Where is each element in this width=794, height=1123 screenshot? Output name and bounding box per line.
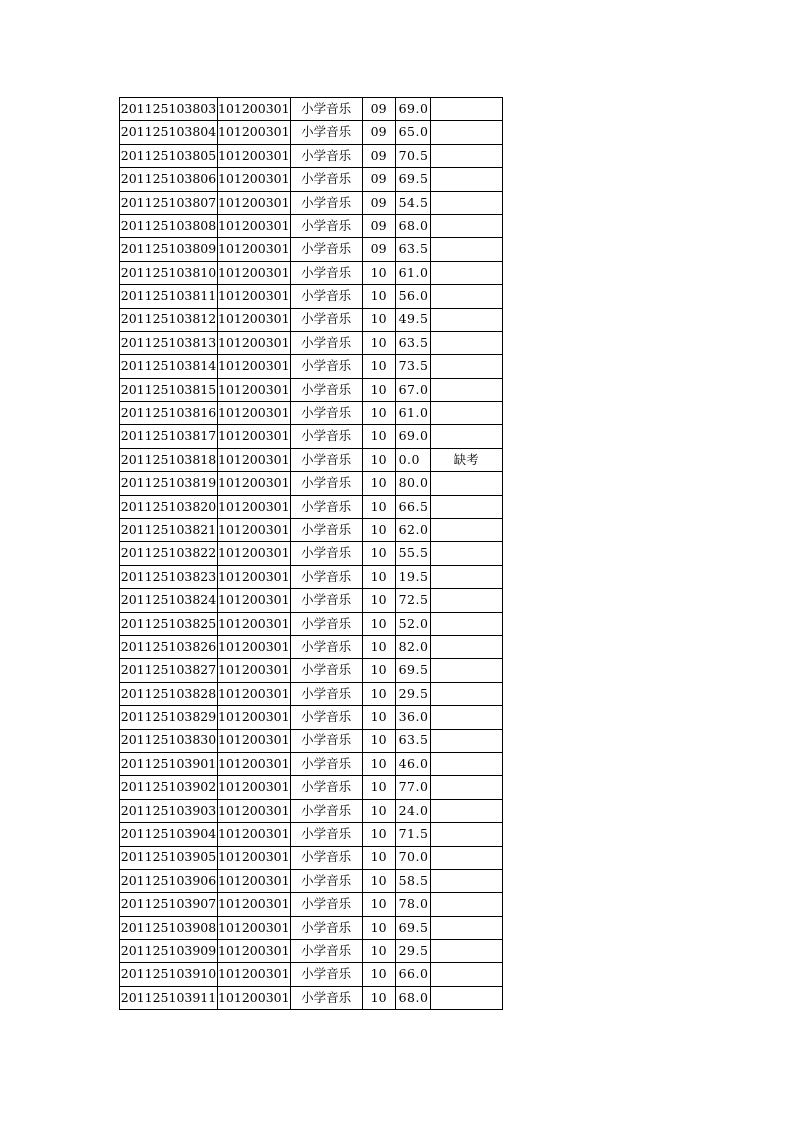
room-number-cell: 10	[362, 823, 395, 846]
remark-cell	[430, 776, 502, 799]
remark-cell	[430, 261, 502, 284]
subject-code-cell: 101200301	[218, 214, 291, 237]
subject-code-cell: 101200301	[218, 144, 291, 167]
room-number-cell: 10	[362, 355, 395, 378]
room-number-cell: 09	[362, 191, 395, 214]
room-number-cell: 10	[362, 799, 395, 822]
remark-cell	[430, 214, 502, 237]
score-cell: 62.0	[395, 519, 430, 542]
room-number-cell: 10	[362, 308, 395, 331]
room-number-cell: 10	[362, 402, 395, 425]
candidate-id-cell: 201125103908	[120, 916, 218, 939]
remark-cell	[430, 752, 502, 775]
table-row	[120, 168, 503, 191]
score-cell: 29.5	[395, 940, 430, 963]
remark-cell	[430, 378, 502, 401]
candidate-id-cell: 201125103911	[120, 986, 218, 1009]
score-cell: 69.5	[395, 916, 430, 939]
room-number-cell: 10	[362, 448, 395, 471]
subject-name-cell: 小学音乐	[290, 893, 362, 916]
candidate-id-cell: 201125103906	[120, 869, 218, 892]
score-cell: 70.5	[395, 144, 430, 167]
score-cell: 55.5	[395, 542, 430, 565]
remark-cell	[430, 869, 502, 892]
candidate-id-cell: 201125103909	[120, 940, 218, 963]
candidate-id-cell: 201125103907	[120, 893, 218, 916]
candidate-id-cell: 201125103812	[120, 308, 218, 331]
room-number-cell: 10	[362, 706, 395, 729]
table-row	[120, 589, 503, 612]
score-cell: 70.0	[395, 846, 430, 869]
score-table-body	[120, 98, 503, 1010]
subject-code-cell: 101200301	[218, 893, 291, 916]
table-row	[120, 635, 503, 658]
room-number-cell: 09	[362, 98, 395, 121]
remark-cell	[430, 191, 502, 214]
remark-cell	[430, 472, 502, 495]
table-row	[120, 519, 503, 542]
room-number-cell: 10	[362, 635, 395, 658]
subject-code-cell: 101200301	[218, 168, 291, 191]
room-number-cell: 10	[362, 940, 395, 963]
subject-code-cell: 101200301	[218, 472, 291, 495]
room-number-cell: 10	[362, 893, 395, 916]
candidate-id-cell: 201125103823	[120, 565, 218, 588]
score-cell: 68.0	[395, 986, 430, 1009]
score-cell: 80.0	[395, 472, 430, 495]
remark-cell	[430, 893, 502, 916]
room-number-cell: 09	[362, 238, 395, 261]
subject-name-cell: 小学音乐	[290, 986, 362, 1009]
candidate-id-cell: 201125103810	[120, 261, 218, 284]
table-row	[120, 940, 503, 963]
remark-cell	[430, 519, 502, 542]
remark-cell	[430, 495, 502, 518]
remark-cell	[430, 729, 502, 752]
subject-code-cell: 101200301	[218, 752, 291, 775]
score-cell: 0.0	[395, 448, 430, 471]
table-row	[120, 659, 503, 682]
room-number-cell: 10	[362, 729, 395, 752]
remark-cell	[430, 355, 502, 378]
room-number-cell: 09	[362, 144, 395, 167]
remark-cell	[430, 963, 502, 986]
remark-cell	[430, 846, 502, 869]
room-number-cell: 10	[362, 752, 395, 775]
subject-code-cell: 101200301	[218, 98, 291, 121]
candidate-id-cell: 201125103830	[120, 729, 218, 752]
score-cell: 61.0	[395, 261, 430, 284]
subject-code-cell: 101200301	[218, 963, 291, 986]
score-cell: 82.0	[395, 635, 430, 658]
table-row	[120, 869, 503, 892]
remark-cell	[430, 940, 502, 963]
table-row	[120, 963, 503, 986]
subject-code-cell: 101200301	[218, 729, 291, 752]
score-cell: 78.0	[395, 893, 430, 916]
table-row	[120, 98, 503, 121]
remark-cell	[430, 682, 502, 705]
table-row	[120, 238, 503, 261]
subject-name-cell: 小学音乐	[290, 963, 362, 986]
candidate-id-cell: 201125103818	[120, 448, 218, 471]
subject-code-cell: 101200301	[218, 331, 291, 354]
table-row	[120, 378, 503, 401]
subject-name-cell: 小学音乐	[290, 659, 362, 682]
subject-code-cell: 101200301	[218, 542, 291, 565]
subject-code-cell: 101200301	[218, 378, 291, 401]
remark-cell	[430, 635, 502, 658]
subject-code-cell: 101200301	[218, 238, 291, 261]
candidate-id-cell: 201125103824	[120, 589, 218, 612]
score-cell: 19.5	[395, 565, 430, 588]
room-number-cell: 10	[362, 682, 395, 705]
subject-name-cell: 小学音乐	[290, 214, 362, 237]
score-table	[119, 97, 503, 1010]
remark-cell	[430, 565, 502, 588]
score-cell: 52.0	[395, 612, 430, 635]
table-row	[120, 542, 503, 565]
score-cell: 69.5	[395, 659, 430, 682]
candidate-id-cell: 201125103815	[120, 378, 218, 401]
table-row	[120, 729, 503, 752]
table-row	[120, 308, 503, 331]
remark-cell	[430, 799, 502, 822]
room-number-cell: 10	[362, 869, 395, 892]
subject-code-cell: 101200301	[218, 706, 291, 729]
subject-name-cell: 小学音乐	[290, 589, 362, 612]
room-number-cell: 10	[362, 261, 395, 284]
candidate-id-cell: 201125103904	[120, 823, 218, 846]
score-cell: 71.5	[395, 823, 430, 846]
room-number-cell: 10	[362, 495, 395, 518]
subject-code-cell: 101200301	[218, 355, 291, 378]
table-row	[120, 752, 503, 775]
subject-name-cell: 小学音乐	[290, 121, 362, 144]
table-row	[120, 121, 503, 144]
candidate-id-cell: 201125103820	[120, 495, 218, 518]
candidate-id-cell: 201125103813	[120, 331, 218, 354]
score-cell: 69.5	[395, 168, 430, 191]
remark-cell	[430, 659, 502, 682]
subject-name-cell: 小学音乐	[290, 98, 362, 121]
subject-name-cell: 小学音乐	[290, 542, 362, 565]
subject-name-cell: 小学音乐	[290, 168, 362, 191]
remark-cell	[430, 612, 502, 635]
subject-code-cell: 101200301	[218, 285, 291, 308]
table-row	[120, 402, 503, 425]
score-cell: 29.5	[395, 682, 430, 705]
score-cell: 36.0	[395, 706, 430, 729]
remark-cell	[430, 986, 502, 1009]
remark-cell	[430, 285, 502, 308]
room-number-cell: 10	[362, 589, 395, 612]
score-cell: 73.5	[395, 355, 430, 378]
candidate-id-cell: 201125103903	[120, 799, 218, 822]
subject-name-cell: 小学音乐	[290, 635, 362, 658]
candidate-id-cell: 201125103822	[120, 542, 218, 565]
subject-name-cell: 小学音乐	[290, 331, 362, 354]
room-number-cell: 10	[362, 285, 395, 308]
candidate-id-cell: 201125103819	[120, 472, 218, 495]
room-number-cell: 09	[362, 121, 395, 144]
subject-code-cell: 101200301	[218, 261, 291, 284]
table-row	[120, 425, 503, 448]
subject-name-cell: 小学音乐	[290, 448, 362, 471]
subject-code-cell: 101200301	[218, 635, 291, 658]
room-number-cell: 10	[362, 612, 395, 635]
table-row	[120, 846, 503, 869]
remark-cell	[430, 121, 502, 144]
room-number-cell: 10	[362, 916, 395, 939]
candidate-id-cell: 201125103910	[120, 963, 218, 986]
candidate-id-cell: 201125103804	[120, 121, 218, 144]
candidate-id-cell: 201125103807	[120, 191, 218, 214]
subject-code-cell: 101200301	[218, 846, 291, 869]
remark-cell	[430, 308, 502, 331]
table-row	[120, 472, 503, 495]
score-cell: 66.5	[395, 495, 430, 518]
remark-cell	[430, 98, 502, 121]
table-row	[120, 261, 503, 284]
subject-name-cell: 小学音乐	[290, 752, 362, 775]
candidate-id-cell: 201125103829	[120, 706, 218, 729]
subject-code-cell: 101200301	[218, 659, 291, 682]
candidate-id-cell: 201125103806	[120, 168, 218, 191]
subject-code-cell: 101200301	[218, 589, 291, 612]
room-number-cell: 10	[362, 659, 395, 682]
room-number-cell: 09	[362, 168, 395, 191]
table-row	[120, 986, 503, 1009]
remark-cell	[430, 425, 502, 448]
subject-name-cell: 小学音乐	[290, 682, 362, 705]
candidate-id-cell: 201125103814	[120, 355, 218, 378]
room-number-cell: 10	[362, 565, 395, 588]
table-row	[120, 191, 503, 214]
subject-name-cell: 小学音乐	[290, 144, 362, 167]
subject-code-cell: 101200301	[218, 682, 291, 705]
subject-code-cell: 101200301	[218, 448, 291, 471]
table-row	[120, 285, 503, 308]
subject-name-cell: 小学音乐	[290, 238, 362, 261]
subject-name-cell: 小学音乐	[290, 191, 362, 214]
remark-cell	[430, 144, 502, 167]
subject-name-cell: 小学音乐	[290, 425, 362, 448]
table-row	[120, 612, 503, 635]
room-number-cell: 10	[362, 846, 395, 869]
subject-name-cell: 小学音乐	[290, 846, 362, 869]
score-cell: 68.0	[395, 214, 430, 237]
score-cell: 58.5	[395, 869, 430, 892]
candidate-id-cell: 201125103816	[120, 402, 218, 425]
remark-cell	[430, 589, 502, 612]
subject-code-cell: 101200301	[218, 612, 291, 635]
table-row	[120, 565, 503, 588]
subject-code-cell: 101200301	[218, 986, 291, 1009]
score-cell: 63.5	[395, 331, 430, 354]
subject-name-cell: 小学音乐	[290, 940, 362, 963]
subject-name-cell: 小学音乐	[290, 565, 362, 588]
candidate-id-cell: 201125103821	[120, 519, 218, 542]
subject-code-cell: 101200301	[218, 191, 291, 214]
subject-name-cell: 小学音乐	[290, 776, 362, 799]
subject-code-cell: 101200301	[218, 776, 291, 799]
subject-name-cell: 小学音乐	[290, 916, 362, 939]
candidate-id-cell: 201125103825	[120, 612, 218, 635]
subject-name-cell: 小学音乐	[290, 261, 362, 284]
remark-cell	[430, 916, 502, 939]
remark-cell	[430, 706, 502, 729]
score-cell: 24.0	[395, 799, 430, 822]
score-cell: 77.0	[395, 776, 430, 799]
table-row	[120, 776, 503, 799]
remark-cell	[430, 238, 502, 261]
table-row	[120, 893, 503, 916]
candidate-id-cell: 201125103827	[120, 659, 218, 682]
subject-code-cell: 101200301	[218, 402, 291, 425]
table-row	[120, 495, 503, 518]
subject-code-cell: 101200301	[218, 308, 291, 331]
table-row	[120, 682, 503, 705]
subject-name-cell: 小学音乐	[290, 519, 362, 542]
table-row	[120, 331, 503, 354]
subject-name-cell: 小学音乐	[290, 495, 362, 518]
score-cell: 46.0	[395, 752, 430, 775]
table-row	[120, 823, 503, 846]
table-row	[120, 214, 503, 237]
candidate-id-cell: 201125103901	[120, 752, 218, 775]
table-row	[120, 144, 503, 167]
score-cell: 61.0	[395, 402, 430, 425]
score-cell: 72.5	[395, 589, 430, 612]
score-cell: 54.5	[395, 191, 430, 214]
score-cell: 65.0	[395, 121, 430, 144]
candidate-id-cell: 201125103805	[120, 144, 218, 167]
candidate-id-cell: 201125103811	[120, 285, 218, 308]
table-row	[120, 799, 503, 822]
subject-name-cell: 小学音乐	[290, 472, 362, 495]
subject-name-cell: 小学音乐	[290, 799, 362, 822]
score-cell: 67.0	[395, 378, 430, 401]
room-number-cell: 10	[362, 519, 395, 542]
score-cell: 63.5	[395, 238, 430, 261]
subject-code-cell: 101200301	[218, 121, 291, 144]
subject-code-cell: 101200301	[218, 799, 291, 822]
score-cell: 69.0	[395, 425, 430, 448]
score-cell: 63.5	[395, 729, 430, 752]
room-number-cell: 10	[362, 378, 395, 401]
subject-name-cell: 小学音乐	[290, 869, 362, 892]
subject-code-cell: 101200301	[218, 495, 291, 518]
candidate-id-cell: 201125103902	[120, 776, 218, 799]
score-cell: 56.0	[395, 285, 430, 308]
candidate-id-cell: 201125103809	[120, 238, 218, 261]
subject-name-cell: 小学音乐	[290, 402, 362, 425]
room-number-cell: 10	[362, 472, 395, 495]
score-cell: 69.0	[395, 98, 430, 121]
candidate-id-cell: 201125103817	[120, 425, 218, 448]
subject-name-cell: 小学音乐	[290, 355, 362, 378]
remark-cell: 缺考	[430, 448, 502, 471]
remark-cell	[430, 542, 502, 565]
subject-name-cell: 小学音乐	[290, 285, 362, 308]
candidate-id-cell: 201125103905	[120, 846, 218, 869]
candidate-id-cell: 201125103803	[120, 98, 218, 121]
subject-name-cell: 小学音乐	[290, 308, 362, 331]
candidate-id-cell: 201125103828	[120, 682, 218, 705]
subject-name-cell: 小学音乐	[290, 378, 362, 401]
subject-code-cell: 101200301	[218, 565, 291, 588]
subject-code-cell: 101200301	[218, 869, 291, 892]
subject-code-cell: 101200301	[218, 916, 291, 939]
room-number-cell: 10	[362, 963, 395, 986]
table-row	[120, 448, 503, 471]
score-cell: 49.5	[395, 308, 430, 331]
table-row	[120, 706, 503, 729]
subject-code-cell: 101200301	[218, 425, 291, 448]
subject-code-cell: 101200301	[218, 519, 291, 542]
room-number-cell: 10	[362, 542, 395, 565]
room-number-cell: 10	[362, 986, 395, 1009]
room-number-cell: 10	[362, 331, 395, 354]
subject-code-cell: 101200301	[218, 940, 291, 963]
room-number-cell: 10	[362, 425, 395, 448]
subject-name-cell: 小学音乐	[290, 612, 362, 635]
room-number-cell: 09	[362, 214, 395, 237]
candidate-id-cell: 201125103808	[120, 214, 218, 237]
subject-name-cell: 小学音乐	[290, 729, 362, 752]
score-cell: 66.0	[395, 963, 430, 986]
candidate-id-cell: 201125103826	[120, 635, 218, 658]
subject-code-cell: 101200301	[218, 823, 291, 846]
subject-name-cell: 小学音乐	[290, 823, 362, 846]
table-row	[120, 355, 503, 378]
subject-name-cell: 小学音乐	[290, 706, 362, 729]
room-number-cell: 10	[362, 776, 395, 799]
remark-cell	[430, 402, 502, 425]
remark-cell	[430, 168, 502, 191]
remark-cell	[430, 331, 502, 354]
table-row	[120, 916, 503, 939]
remark-cell	[430, 823, 502, 846]
